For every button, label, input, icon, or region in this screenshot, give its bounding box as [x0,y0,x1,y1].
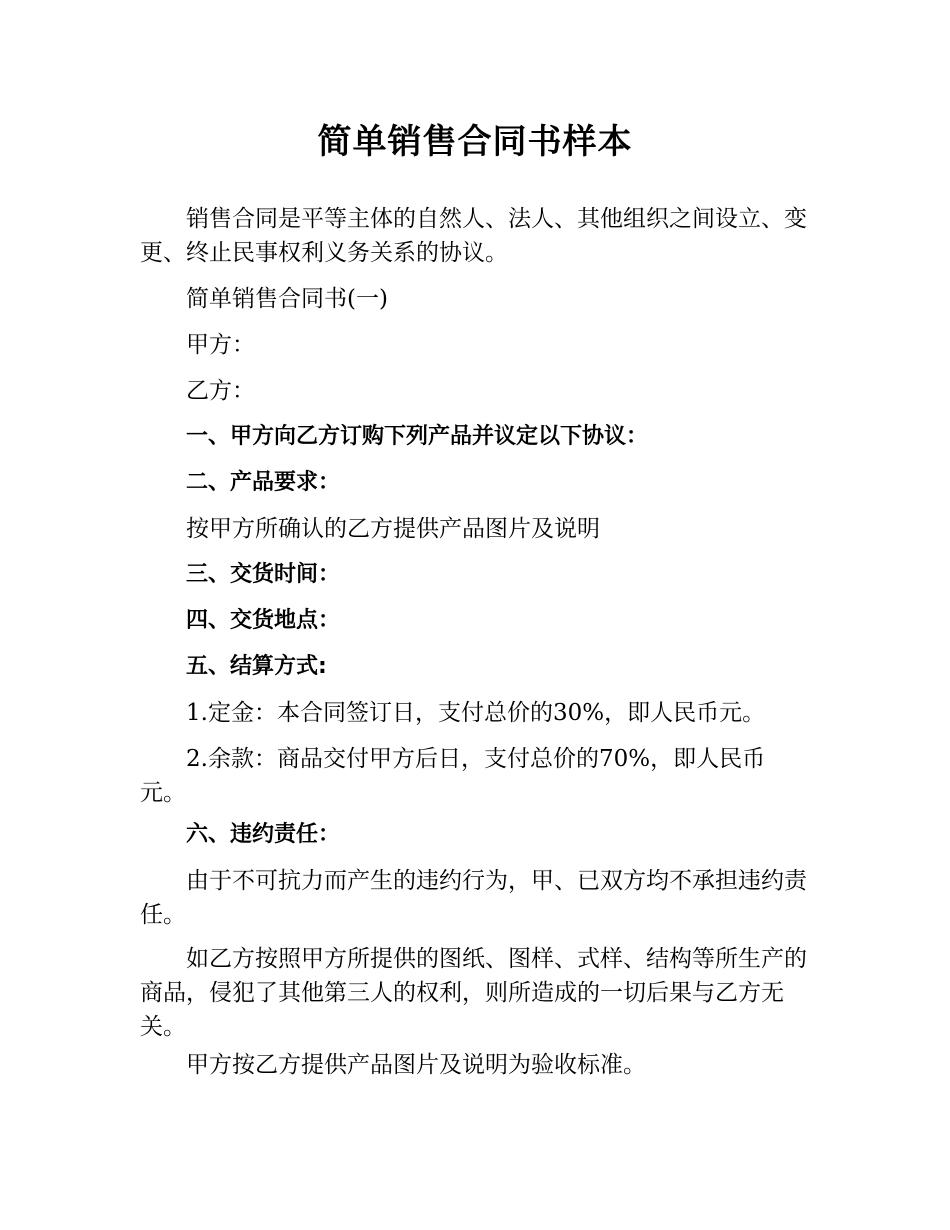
contract-subtitle: 简单销售合同书(一) [186,286,388,312]
party-b-line: 乙方： [186,378,255,404]
document-title: 简单销售合同书样本 [317,122,633,162]
section-2-heading: 二、产品要求： [186,470,341,495]
intro-paragraph: 销售合同是平等主体的自然人、法人、其他组织之间设立、变更、终止民事权利义务关系的协议。 [140,206,807,266]
force-majeure-clause: 由于不可抗力而产生的违约行为，甲、已双方均不承担违约责任。 [140,868,807,928]
deposit-clause: 1.定金：本合同签订日，支付总价的30%，即人民币元。 [186,700,766,726]
balance-clause: 2.余款：商品交付甲方后日，支付总价的70%，即人民币元。 [140,746,766,806]
third-party-rights-clause: 如乙方按照甲方所提供的图纸、图样、式样、结构等所生产的商品，侵犯了其他第三人的权利，则所造成的一切后果与乙方无关。 [140,946,807,1040]
section-3-heading: 三、交货时间： [186,562,341,587]
section-4-heading: 四、交货地点： [186,608,341,633]
acceptance-standard-clause: 甲方按乙方提供产品图片及说明为验收标准。 [186,1052,646,1078]
section-6-heading: 六、违约责任： [186,822,341,847]
section-1-heading: 一、甲方向乙方订购下列产品并议定以下协议： [186,424,649,449]
party-a-line: 甲方： [186,332,255,358]
product-requirement-text: 按甲方所确认的乙方提供产品图片及说明 [186,516,600,542]
section-5-heading: 五、结算方式: [186,654,327,679]
